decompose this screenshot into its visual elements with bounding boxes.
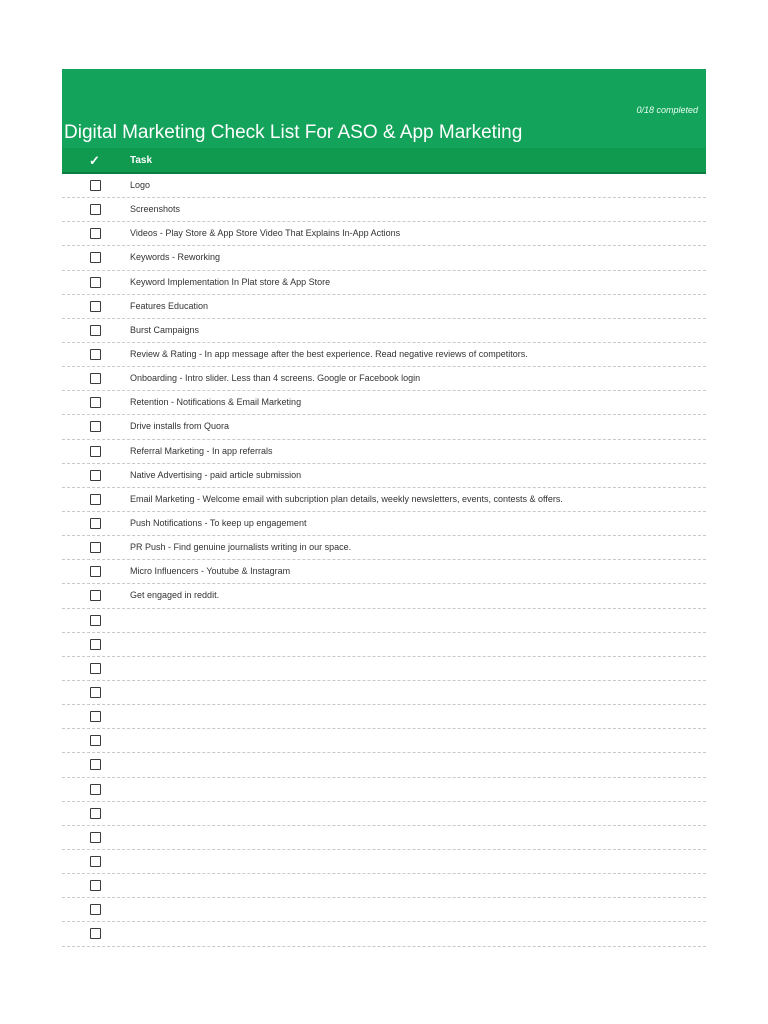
page-title: Digital Marketing Check List For ASO & App Marketing xyxy=(64,122,523,143)
task-checkbox[interactable] xyxy=(90,421,101,432)
task-checkbox[interactable] xyxy=(90,325,101,336)
table-row xyxy=(62,633,706,657)
table-row xyxy=(62,415,706,439)
table-header-row xyxy=(62,148,706,174)
task-checkbox[interactable] xyxy=(90,252,101,263)
table-row xyxy=(62,705,706,729)
table-row xyxy=(62,922,706,946)
table-row xyxy=(62,778,706,802)
checkmark-icon: ✓ xyxy=(89,153,100,168)
title-banner xyxy=(62,69,706,148)
task-label: Get engaged in reddit. xyxy=(130,590,220,601)
table-row xyxy=(62,657,706,681)
task-checkbox[interactable] xyxy=(90,277,101,288)
task-checkbox[interactable] xyxy=(90,446,101,457)
table-row xyxy=(62,367,706,391)
table-row xyxy=(62,584,706,608)
task-checkbox[interactable] xyxy=(90,904,101,915)
table-row xyxy=(62,222,706,246)
task-checkbox[interactable] xyxy=(90,180,101,191)
task-checkbox[interactable] xyxy=(90,542,101,553)
table-row xyxy=(62,391,706,415)
table-row xyxy=(62,802,706,826)
task-label: Logo xyxy=(130,180,151,190)
table-row xyxy=(62,271,706,295)
table-row xyxy=(62,560,706,584)
task-column-header: Task xyxy=(130,155,153,166)
task-checkbox[interactable] xyxy=(90,204,101,215)
task-label: Onboarding - Intro slider. Less than 4 screens. Google or Facebook login xyxy=(130,373,421,384)
table-row xyxy=(62,440,706,464)
table-row xyxy=(62,536,706,560)
task-checkbox[interactable] xyxy=(90,349,101,360)
task-label: PR Push - Find genuine journalists writing in our space. xyxy=(130,542,352,553)
task-checkbox[interactable] xyxy=(90,518,101,529)
task-checkbox[interactable] xyxy=(90,880,101,891)
task-checkbox[interactable] xyxy=(90,856,101,867)
table-row xyxy=(62,174,706,198)
task-checkbox[interactable] xyxy=(90,566,101,577)
task-checkbox[interactable] xyxy=(90,711,101,722)
task-checkbox[interactable] xyxy=(90,373,101,384)
task-label: Push Notifications - To keep up engagement xyxy=(130,517,307,528)
task-checkbox[interactable] xyxy=(90,735,101,746)
task-checkbox[interactable] xyxy=(90,301,101,312)
task-checkbox[interactable] xyxy=(90,590,101,601)
table-row xyxy=(62,609,706,633)
task-checkbox[interactable] xyxy=(90,808,101,819)
table-row xyxy=(62,246,706,270)
table-row xyxy=(62,488,706,512)
table-row xyxy=(62,874,706,898)
table-row xyxy=(62,343,706,367)
task-label: Keywords - Reworking xyxy=(130,252,221,263)
task-label: Keyword Implementation In Plat store & App Store xyxy=(130,276,331,287)
task-checkbox[interactable] xyxy=(90,784,101,795)
task-checkbox[interactable] xyxy=(90,470,101,481)
task-checkbox[interactable] xyxy=(90,639,101,650)
task-label: Videos - Play Store & App Store Video That Explains In-App Actions xyxy=(130,228,401,239)
task-label: Burst Campaigns xyxy=(130,324,200,335)
task-label: Screenshots xyxy=(130,204,181,215)
task-label: Native Advertising - paid article submission xyxy=(130,469,302,480)
task-checkbox[interactable] xyxy=(90,228,101,239)
task-label: Features Education xyxy=(130,300,209,311)
task-label: Micro Influencers - Youtube & Instagram xyxy=(130,566,291,577)
task-checkbox[interactable] xyxy=(90,832,101,843)
table-row xyxy=(62,319,706,343)
table-row xyxy=(62,729,706,753)
checklist-sheet xyxy=(62,69,706,947)
task-checkbox[interactable] xyxy=(90,759,101,770)
task-checkbox[interactable] xyxy=(90,397,101,408)
task-checkbox[interactable] xyxy=(90,663,101,674)
task-label: Retention - Notifications & Email Marketing xyxy=(130,397,302,408)
table-row xyxy=(62,898,706,922)
task-checkbox[interactable] xyxy=(90,687,101,698)
table-row xyxy=(62,681,706,705)
table-row xyxy=(62,512,706,536)
table-row xyxy=(62,826,706,850)
task-checkbox[interactable] xyxy=(90,615,101,626)
task-label: Referral Marketing - In app referrals xyxy=(130,445,273,456)
table-row xyxy=(62,753,706,777)
table-row xyxy=(62,850,706,874)
task-label: Review & Rating - In app message after the best experience. Read negative reviews of competitors. xyxy=(130,348,528,359)
task-label: Drive installs from Quora xyxy=(130,421,230,432)
task-label: Email Marketing - Welcome email with subcription plan details, weekly newsletters, events, contests & offers. xyxy=(130,493,563,504)
table-row xyxy=(62,295,706,319)
progress-counter: 0/18 completed xyxy=(636,105,698,115)
table-row xyxy=(62,464,706,488)
task-checkbox[interactable] xyxy=(90,928,101,939)
task-list xyxy=(62,174,706,947)
table-row xyxy=(62,198,706,222)
task-checkbox[interactable] xyxy=(90,494,101,505)
